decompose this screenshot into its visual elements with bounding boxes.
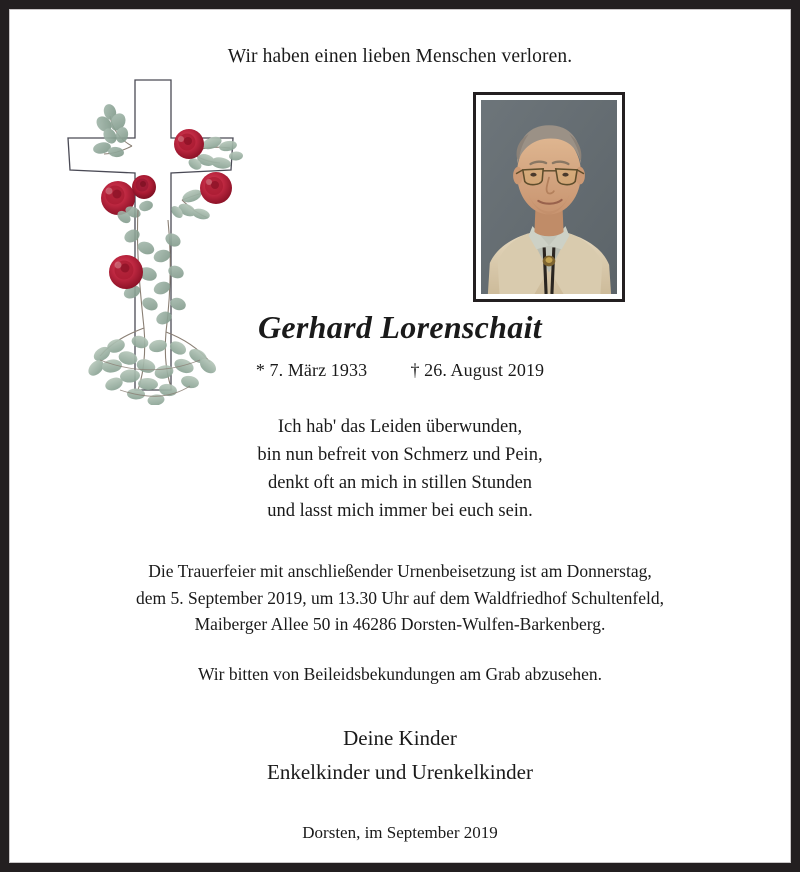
portrait-frame — [473, 92, 625, 302]
mourners-signature — [10, 721, 790, 789]
place-and-date: Dorsten, im September 2019 — [302, 823, 498, 843]
funeral-service-info — [10, 558, 790, 638]
portrait-photo-icon — [481, 100, 617, 294]
service-info-line: Die Trauerfeier mit anschließender Urnenbeisetzung ist am Donnerstag, — [148, 561, 652, 582]
verse-line: denkt oft an mich in stillen Stunden — [267, 473, 533, 494]
service-info-line: dem 5. September 2019, um 13.30 Uhr auf dem Waldfriedhof Schultenfeld, — [135, 587, 664, 608]
page-title: Wir haben einen lieben Menschen verloren. — [227, 46, 573, 67]
verse-line: Ich hab' das Leiden überwunden, — [277, 416, 523, 437]
mourning-notice-card — [9, 9, 791, 863]
death-date: † 26. August 2019 — [410, 359, 545, 380]
signature-line: Deine Kinder — [343, 726, 457, 751]
condolence-request-note: Wir bitten von Beileidsbekundungen am Grab abzusehen. — [197, 664, 603, 685]
birth-date: * 7. März 1933 — [255, 359, 368, 380]
life-dates — [10, 360, 790, 381]
service-info-line: Maiberger Allee 50 in 46286 Dorsten-Wulfen-Barkenberg. — [194, 614, 606, 635]
verse-line: und lasst mich immer bei euch sein. — [267, 501, 533, 522]
deceased-name: Gerhard Lorenschait — [258, 309, 542, 345]
memorial-verse — [10, 413, 790, 525]
signature-line: Enkelkinder und Urenkelkinder — [267, 760, 533, 785]
obituary-text-column — [10, 310, 790, 843]
verse-line: bin nun befreit von Schmerz und Pein, — [257, 444, 543, 465]
